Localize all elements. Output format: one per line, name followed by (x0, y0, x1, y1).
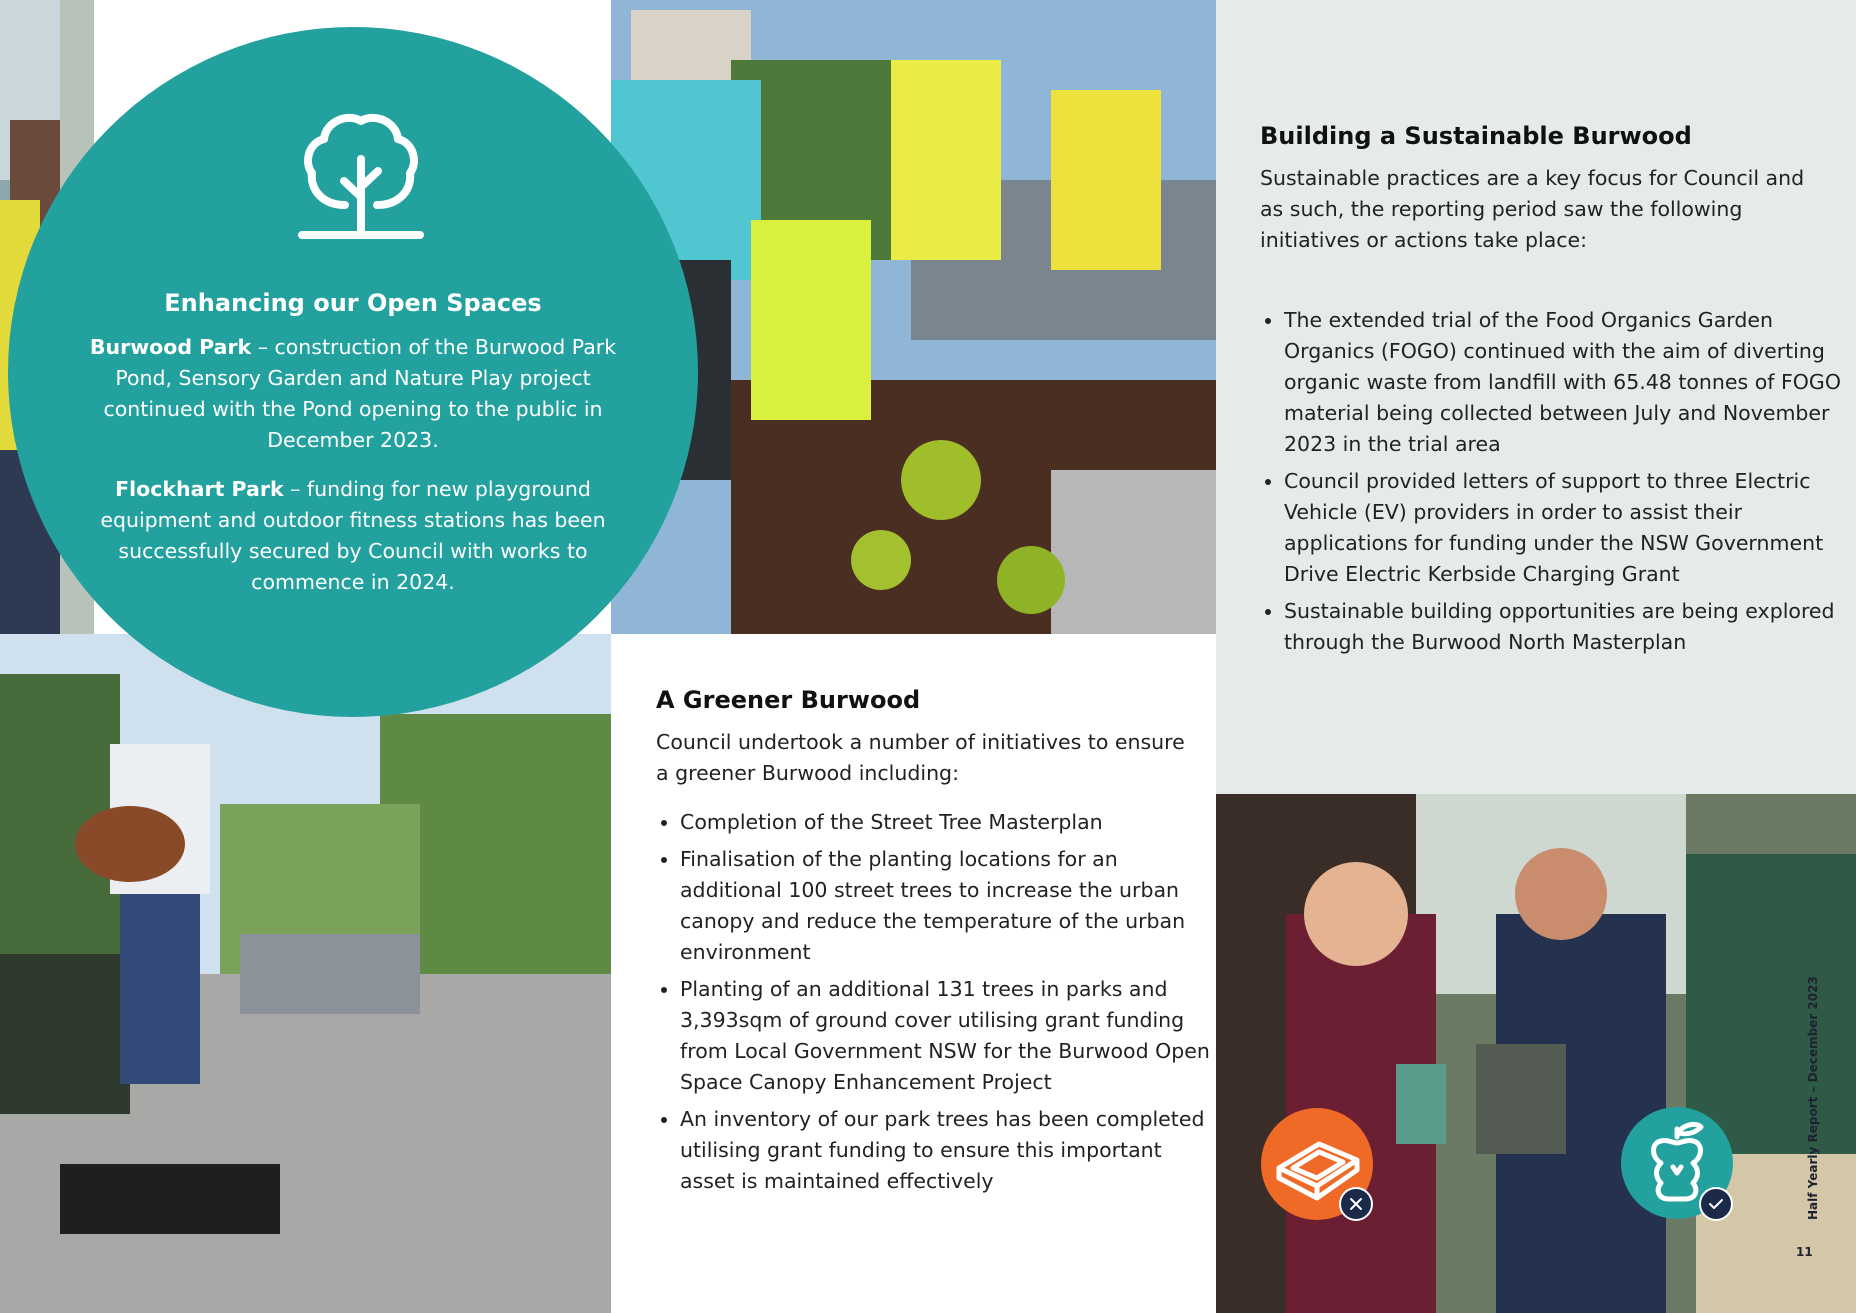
list-item: • Completion of the Street Tree Masterplan (680, 807, 1220, 838)
list-item: • Finalisation of the planting locations for an additional 100 street trees to increase the urban canopy and reduce the temperature of the urban environment (680, 844, 1220, 968)
greener-burwood-list (655, 807, 1220, 1203)
sustainable-burwood-list (1259, 305, 1854, 664)
list-item: • Planting of an additional 131 trees in parks and 3,393sqm of ground cover utilising grant funding from Local Government NSW for the Burwood Open Space Canopy Enhancement Project (680, 974, 1220, 1098)
sustainable-burwood-intro: Sustainable practices are a key focus for Council and as such, the reporting period saw the following initiatives or actions take place: (1260, 166, 1805, 252)
list-item: • The extended trial of the Food Organics Garden Organics (FOGO) continued with the aim of diverting organic waste from landfill with 65.48 tonnes of FOGO material being collected between July and November 2023 in the trial area (1284, 305, 1854, 460)
list-item: • Council provided letters of support to three Electric Vehicle (EV) providers in order to assist their applications for funding under the NSW Government Drive Electric Kerbside Charging Grant (1284, 466, 1854, 590)
list-item: • An inventory of our park trees has been completed utilising grant funding to ensure this important asset is maintained effectively (680, 1104, 1220, 1197)
flockhart-park-name: Flockhart Park (115, 477, 284, 501)
open-spaces-title: Enhancing our Open Spaces (164, 289, 542, 317)
open-spaces-circle (8, 27, 698, 717)
report-side-label: Half Yearly Report – December 2023 (1806, 976, 1820, 1220)
burwood-park-text: – construction of the Burwood Park Pond, Sensory Garden and Nature Play project continued with the Pond opening to the public in December 2023. (103, 335, 617, 452)
check-icon (1699, 1187, 1733, 1221)
page-number: 11 (1796, 1245, 1813, 1259)
fogo-bin-photo (1216, 794, 1856, 1313)
greener-burwood-title: A Greener Burwood (656, 686, 921, 714)
list-item: • Sustainable building opportunities are being explored through the Burwood North Masterplan (1284, 596, 1854, 658)
busker-photo (0, 634, 611, 1313)
flockhart-park-text: – funding for new playground equipment and outdoor fitness stations has been successfully secured by Council with works to commence in 2024. (100, 477, 606, 594)
flockhart-park-paragraph (88, 474, 618, 598)
cross-icon (1339, 1187, 1373, 1221)
tree-icon (298, 111, 424, 241)
tree-planting-photo (611, 0, 1216, 634)
sustainable-burwood-title: Building a Sustainable Burwood (1260, 122, 1692, 150)
burwood-park-name: Burwood Park (89, 335, 252, 359)
burwood-park-paragraph (88, 332, 618, 456)
greener-burwood-intro: Council undertook a number of initiatives to ensure a greener Burwood including: (656, 730, 1185, 785)
